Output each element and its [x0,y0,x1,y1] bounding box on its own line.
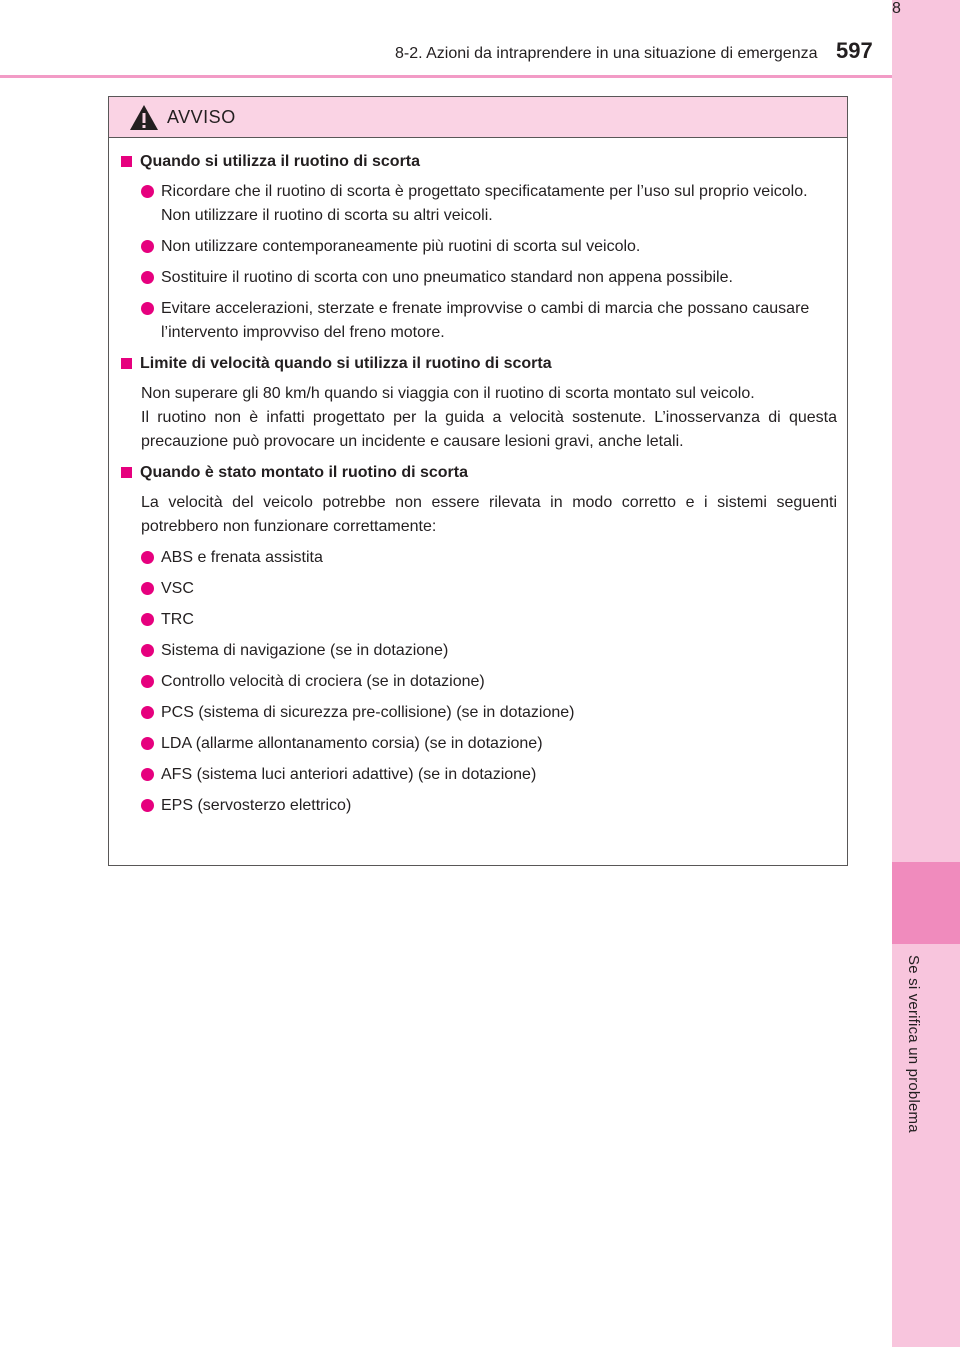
chapter-number: 8 [892,0,901,17]
section-title: Limite di velocità quando si utilizza il ruotino di scorta [121,352,837,376]
list-item: EPS (servosterzo elettrico) [121,794,837,818]
header-divider [0,75,892,78]
warning-header [109,97,847,138]
square-bullet-icon [121,358,132,369]
side-chapter-tab [892,0,960,1347]
round-bullet-icon [141,737,154,750]
round-bullet-icon [141,302,154,315]
warning-box [108,96,848,866]
chapter-marker [892,862,960,944]
square-bullet-icon [121,467,132,478]
list-item: Sostituire il ruotino di scorta con uno pneumatico standard non appena possibile. [121,266,837,290]
round-bullet-icon [141,185,154,198]
paragraph: Non superare gli 80 km/h quando si viaggia con il ruotino di scorta montato sul veicolo. [141,385,755,402]
list-item: AFS (sistema luci anteriori adattive) (se in dotazione) [121,763,837,787]
round-bullet-icon [141,240,154,253]
round-bullet-icon [141,551,154,564]
list-item: LDA (allarme allontanamento corsia) (se in dotazione) [121,732,837,756]
list-item: Ricordare che il ruotino di scorta è progettato specificatamente per l’uso sul proprio veicolo. Non utilizzare il ruotino di scorta su altri veicoli. [121,180,837,228]
section-title: Quando si utilizza il ruotino di scorta [121,150,837,174]
warning-triangle-icon [129,104,159,131]
paragraph: La velocità del veicolo potrebbe non essere rilevata in modo corretto e i sistemi seguenti potrebbero non funzionare correttamente: [141,494,837,535]
section-title: Quando è stato montato il ruotino di scorta [121,461,837,485]
round-bullet-icon [141,582,154,595]
list-item: ABS e frenata assistita [121,546,837,570]
paragraph: Il ruotino non è infatti progettato per la guida a velocità sostenute. L’inosservanza di questa precauzione può provocare un incidente e causare lesioni gravi, anche letali. [141,409,837,450]
list-item: Controllo velocità di crociera (se in dotazione) [121,670,837,694]
round-bullet-icon [141,675,154,688]
round-bullet-icon [141,768,154,781]
round-bullet-icon [141,271,154,284]
warning-body [109,138,847,818]
page-number: 597 [836,38,873,63]
round-bullet-icon [141,644,154,657]
list-item: TRC [121,608,837,632]
list-item: Evitare accelerazioni, sterzate e frenate improvvise o cambi di marcia che possano causare l’intervento improvviso del freno motore. [121,297,837,345]
chapter-title: Se si verifica un problema [905,955,922,1133]
warning-title: AVVISO [167,106,236,127]
round-bullet-icon [141,799,154,812]
section-heading: 8-2. Azioni da intraprendere in una situazione di emergenza [395,45,818,62]
round-bullet-icon [141,706,154,719]
list-item: PCS (sistema di sicurezza pre-collisione) (se in dotazione) [121,701,837,725]
round-bullet-icon [141,613,154,626]
square-bullet-icon [121,156,132,167]
list-item: VSC [121,577,837,601]
list-item: Non utilizzare contemporaneamente più ruotini di scorta sul veicolo. [121,235,837,259]
list-item: Sistema di navigazione (se in dotazione) [121,639,837,663]
